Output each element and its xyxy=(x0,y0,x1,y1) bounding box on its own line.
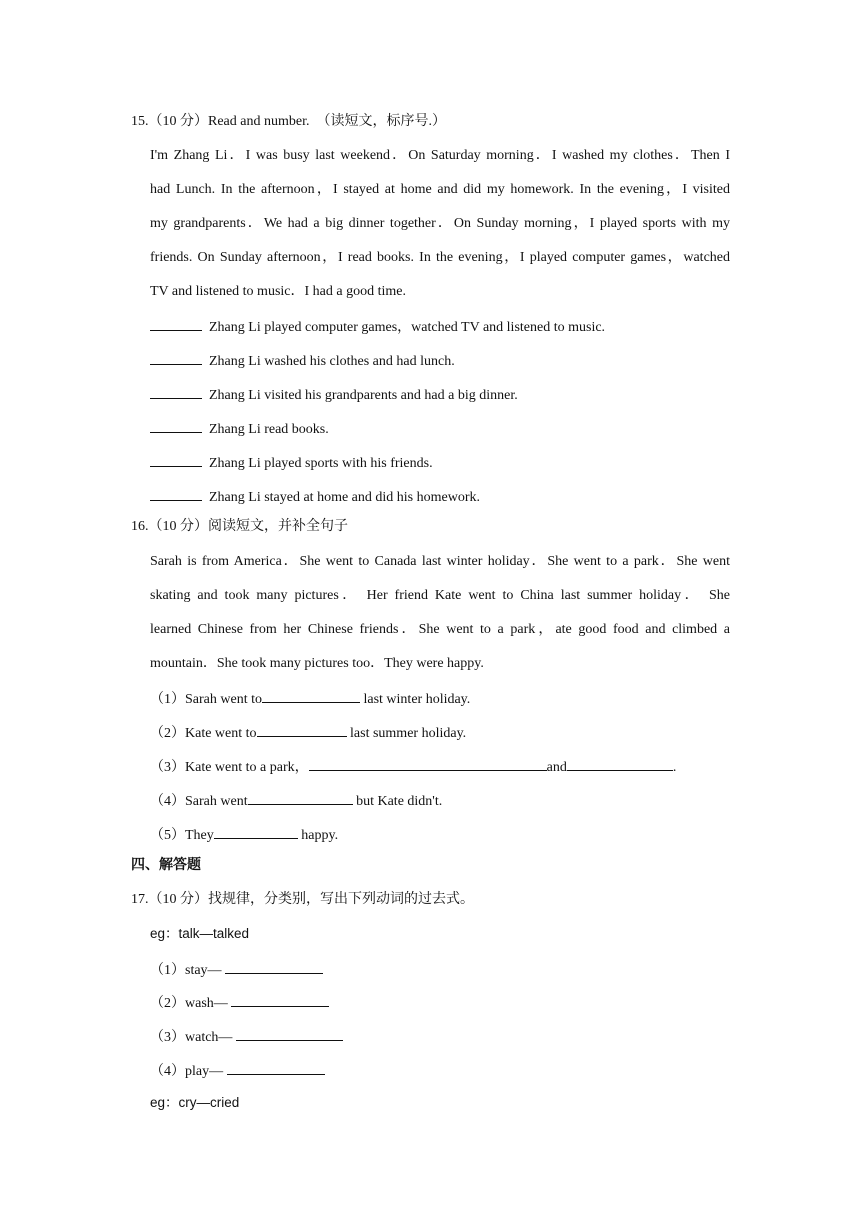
sentence-text: . xyxy=(672,760,677,775)
q15-item-text: Zhang Li stayed at home and did his homework. xyxy=(209,490,480,505)
q15-passage-line-3: my grandparents．We had a big dinner together．On Sunday morning，I played sports with my xyxy=(150,216,730,231)
answer-blank[interactable] xyxy=(214,823,298,839)
answer-blank[interactable] xyxy=(150,383,202,399)
q17-item-2 xyxy=(150,991,329,1011)
q15-item-4 xyxy=(150,417,329,437)
answer-blank[interactable] xyxy=(150,485,202,501)
sentence-text: and xyxy=(546,760,567,775)
q16-passage-line-3: learned Chinese from her Chinese friends．She went to a park，ate good food and climbed a xyxy=(150,622,730,637)
q15-item-6 xyxy=(150,485,480,505)
q17-item-1 xyxy=(150,958,323,978)
q15-passage-line-5: TV and listened to music．I had a good time. xyxy=(150,284,406,299)
q15-item-text: Zhang Li visited his grandparents and had a big dinner. xyxy=(209,388,518,403)
sentence-text: （2）Kate went to xyxy=(150,726,257,741)
q16-sentence-1 xyxy=(150,687,470,707)
q15-item-text: Zhang Li read books. xyxy=(209,422,329,437)
answer-blank[interactable] xyxy=(236,1025,343,1041)
sentence-text: （4）Sarah went xyxy=(150,794,248,809)
q15-title: 15.（10 分）Read and number. （读短文，标序号.） xyxy=(131,114,446,129)
answer-blank[interactable] xyxy=(150,417,202,433)
q17-item-3 xyxy=(150,1025,343,1045)
q16-sentence-5 xyxy=(150,823,338,843)
section-heading: 四、解答题 xyxy=(131,858,201,873)
answer-blank[interactable] xyxy=(231,991,329,1007)
q15-item-2 xyxy=(150,349,455,369)
sentence-text: last winter holiday. xyxy=(359,692,471,707)
sentence-text: last summer holiday. xyxy=(346,726,467,741)
item-text: （1）stay— xyxy=(150,963,222,978)
item-text: （2）wash— xyxy=(150,996,228,1011)
answer-blank[interactable] xyxy=(150,349,202,365)
sentence-text: but Kate didn't. xyxy=(352,794,443,809)
answer-blank[interactable] xyxy=(257,721,347,737)
sentence-text: happy. xyxy=(297,828,339,843)
q17-example-1: eg：talk—talked xyxy=(150,926,250,941)
answer-blank[interactable] xyxy=(227,1059,325,1075)
q15-item-5 xyxy=(150,451,433,471)
q16-passage-line-2: skating and took many pictures． Her friend Kate went to China last summer holiday． She xyxy=(150,588,730,603)
q15-passage-line-4: friends. On Sunday afternoon，I read books. In the evening，I played computer games，watched xyxy=(150,250,730,265)
sentence-text: （5）They xyxy=(150,828,214,843)
sentence-text: （3）Kate went to a park， xyxy=(150,760,309,775)
q16-title: 16.（10 分）阅读短文，并补全句子 xyxy=(131,519,348,534)
answer-blank[interactable] xyxy=(262,687,360,703)
q17-item-4 xyxy=(150,1059,325,1079)
item-text: （4）play— xyxy=(150,1064,224,1079)
q15-item-text: Zhang Li washed his clothes and had lunch. xyxy=(209,354,455,369)
answer-blank[interactable] xyxy=(567,755,673,771)
item-text: （3）watch— xyxy=(150,1030,233,1045)
answer-blank[interactable] xyxy=(248,789,353,805)
q15-item-text: Zhang Li played sports with his friends. xyxy=(209,456,433,471)
answer-blank[interactable] xyxy=(225,958,323,974)
q15-passage-line-2: had Lunch. In the afternoon，I stayed at home and did my homework. In the evening，I visited xyxy=(150,182,730,197)
q15-item-3 xyxy=(150,383,518,403)
q16-passage-line-4: mountain．She took many pictures too．They were happy. xyxy=(150,656,484,671)
answer-blank[interactable] xyxy=(309,755,547,771)
q16-sentence-2 xyxy=(150,721,466,741)
q15-item-1 xyxy=(150,315,605,335)
sentence-text: （1）Sarah went to xyxy=(150,692,262,707)
answer-blank[interactable] xyxy=(150,315,202,331)
q16-passage-line-1: Sarah is from America．She went to Canada last winter holiday．She went to a park．She went xyxy=(150,554,730,569)
q17-example-2: eg：cry—cried xyxy=(150,1095,240,1110)
q15-item-text: Zhang Li played computer games，watched TV and listened to music. xyxy=(209,320,606,335)
q17-title: 17.（10 分）找规律，分类别，写出下列动词的过去式。 xyxy=(131,892,474,907)
q16-sentence-4 xyxy=(150,789,442,809)
q15-passage-line-1: I'm Zhang Li．I was busy last weekend．On Saturday morning．I washed my clothes．Then I xyxy=(150,148,730,163)
q16-sentence-3 xyxy=(150,755,676,775)
answer-blank[interactable] xyxy=(150,451,202,467)
